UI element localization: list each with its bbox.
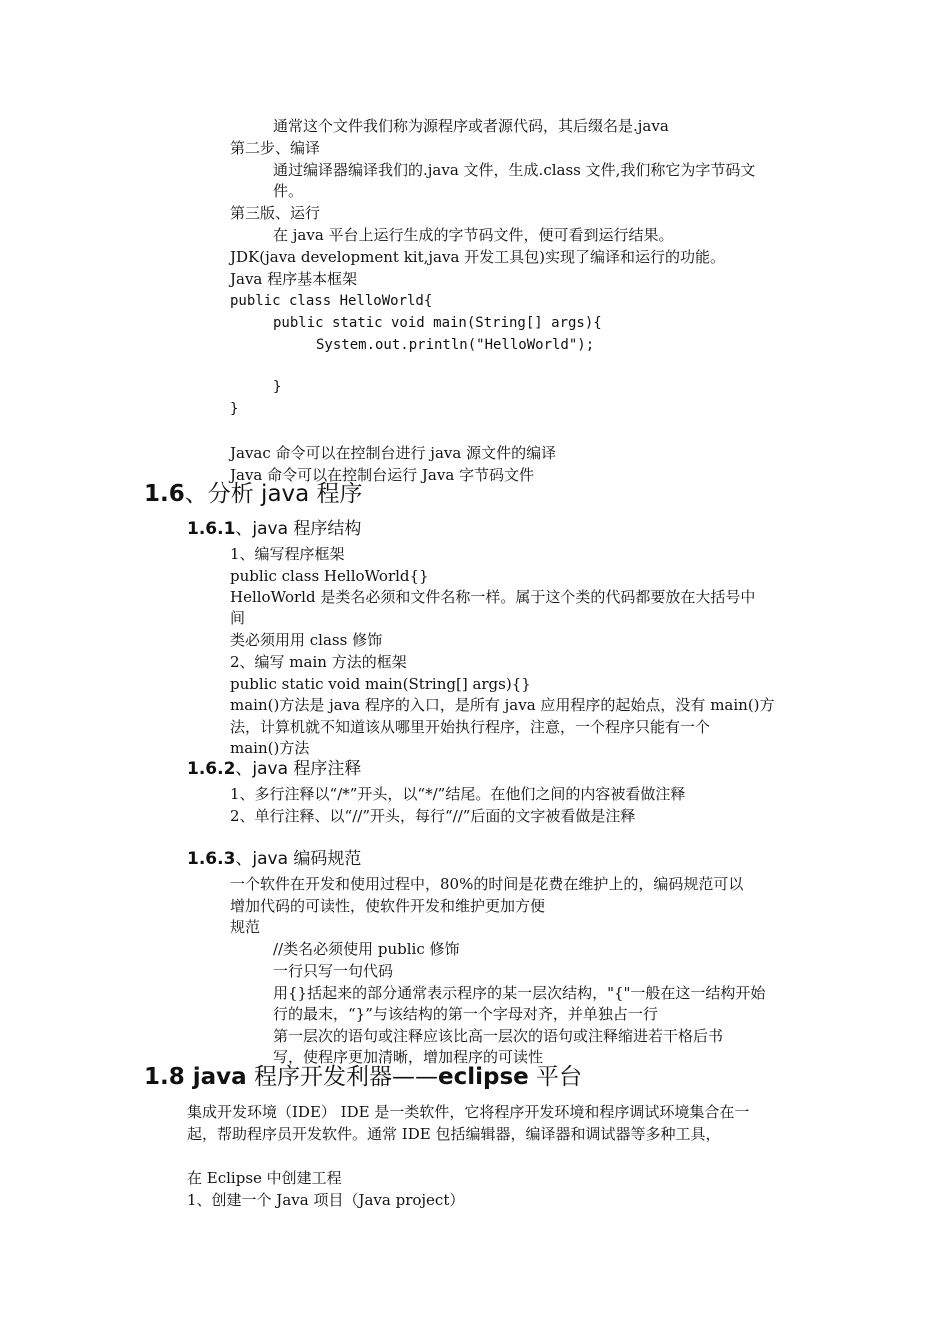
text-line: 1、编写程序框架 bbox=[230, 545, 345, 563]
section-title-bold: eclipse bbox=[437, 1064, 529, 1090]
text-line: 在 java 平台上运行生成的字节码文件，便可看到运行结果。 bbox=[273, 226, 674, 244]
text-line: 写，使程序更加清晰，增加程序的可读性 bbox=[273, 1048, 544, 1066]
code-line: } bbox=[273, 379, 282, 395]
text-line: 增加代码的可读性，使软件开发和维护更加方便 bbox=[230, 897, 546, 915]
section-heading-1-6 bbox=[144, 480, 363, 508]
text-line: main()方法 bbox=[230, 739, 310, 757]
text-line: 第一层次的语句或注释应该比高一层次的语句或注释缩进若干格后书 bbox=[273, 1027, 724, 1045]
text-line: 一行只写一句代码 bbox=[273, 962, 394, 980]
text-line: 法，计算机就不知道该从哪里开始执行程序，注意，一个程序只能有一个 bbox=[230, 718, 711, 736]
code-line: } bbox=[230, 401, 239, 417]
text-line: main()方法是 java 程序的入口，是所有 java 应用程序的起始点，没有 main()方 bbox=[230, 696, 775, 714]
subsection-number: 1.6.1 bbox=[187, 519, 236, 539]
text-line: 1、多行注释以“/*”开头，以“*/”结尾。在他们之间的内容被看做注释 bbox=[230, 785, 686, 803]
text-line: public class HelloWorld{} bbox=[230, 567, 429, 585]
text-line: 通常这个文件我们称为源程序或者源代码，其后缀名是.java bbox=[273, 117, 669, 135]
section-title-tail: 平台 bbox=[528, 1064, 583, 1090]
text-line: 起，帮助程序员开发软件。通常 IDE 包括编辑器，编译器和调试器等多种工具， bbox=[187, 1125, 721, 1143]
text-line: 规范 bbox=[230, 918, 261, 936]
text-line: 件。 bbox=[273, 182, 304, 200]
code-line: public static void main(String[] args){ bbox=[273, 315, 602, 331]
text-line: 用{}括起来的部分通常表示程序的某一层次结构，"{"一般在这一结构开始 bbox=[273, 984, 766, 1002]
section-title: 程序开发利器—— bbox=[246, 1064, 438, 1090]
text-line: Java 命令可以在控制台运行 Java 字节码文件 bbox=[230, 466, 535, 484]
text-line: public static void main(String[] args){} bbox=[230, 675, 531, 693]
text-line: 在 Eclipse 中创建工程 bbox=[187, 1169, 342, 1187]
code-line: System.out.println("HelloWorld"); bbox=[316, 337, 595, 353]
text-line: 通过编译器编译我们的.java 文件，生成.class 文件,我们称它为字节码文 bbox=[273, 161, 756, 179]
subsection-heading-1-6-2 bbox=[187, 758, 361, 780]
section-number: 1.8 java bbox=[144, 1064, 247, 1090]
step-heading: 第二步、编译 bbox=[230, 139, 321, 157]
text-line: 1、创建一个 Java 项目（Java project） bbox=[187, 1191, 465, 1209]
text-line: JDK(java development kit,java 开发工具包)实现了编译和运行的功能。 bbox=[230, 248, 726, 266]
step-heading: 第三版、运行 bbox=[230, 204, 321, 222]
text-line: 2、编写 main 方法的框架 bbox=[230, 653, 407, 671]
subsection-title: 、java 编码规范 bbox=[235, 849, 362, 869]
text-line: //类名必须使用 public 修饰 bbox=[273, 940, 460, 958]
subsection-number: 1.6.2 bbox=[187, 759, 236, 779]
section-heading-1-8 bbox=[144, 1063, 582, 1091]
text-line: 类必须用用 class 修饰 bbox=[230, 631, 383, 649]
subsection-heading-1-6-1 bbox=[187, 518, 361, 540]
subsection-heading-1-6-3 bbox=[187, 848, 361, 870]
subsection-title: 、java 程序结构 bbox=[235, 519, 362, 539]
text-line: 行的最末，“}”与该结构的第一个字母对齐，并单独占一行 bbox=[273, 1005, 658, 1023]
text-line: 间 bbox=[230, 609, 246, 627]
code-line: public class HelloWorld{ bbox=[230, 293, 433, 309]
section-title: 、分析 java 程序 bbox=[184, 481, 363, 507]
section-number: 1.6 bbox=[144, 481, 185, 507]
text-line: 集成开发环境（IDE） IDE 是一类软件，它将程序开发环境和程序调试环境集合在一 bbox=[187, 1103, 750, 1121]
text-line: Javac 命令可以在控制台进行 java 源文件的编译 bbox=[230, 444, 557, 462]
text-line: 一个软件在开发和使用过程中，80%的时间是花费在维护上的，编码规范可以 bbox=[230, 875, 744, 893]
subsection-number: 1.6.3 bbox=[187, 849, 236, 869]
text-line: HelloWorld 是类名必须和文件名称一样。属于这个类的代码都要放在大括号中 bbox=[230, 588, 756, 606]
text-line: Java 程序基本框架 bbox=[230, 270, 358, 288]
subsection-title: 、java 程序注释 bbox=[235, 759, 362, 779]
text-line: 2、单行注释、以“//”开头，每行“//”后面的文字被看做是注释 bbox=[230, 807, 636, 825]
